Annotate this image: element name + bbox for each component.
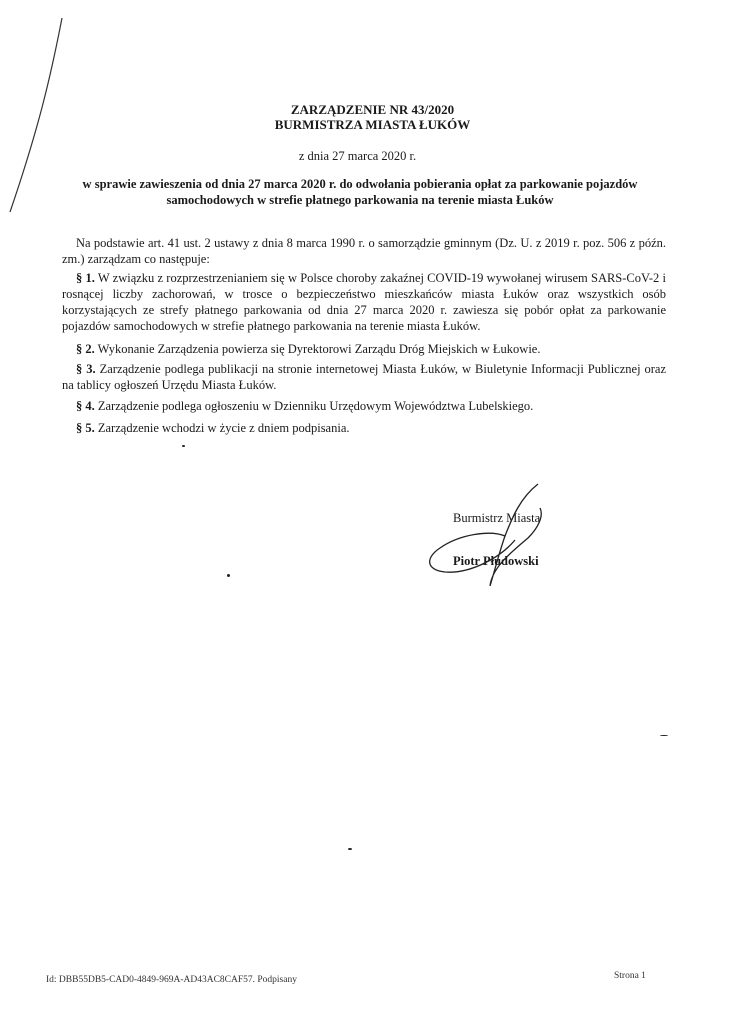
section-text: Zarządzenie wchodzi w życie z dniem podpisania. [97,421,350,435]
document-title: ZARZĄDZENIE NR 43/2020 [290,102,455,117]
section-text: Zarządzenie podlega publikacji na stronie internetowej Miasta Łuków, w Biuletynie Informacji Publicznej oraz na tablicy ogłoszeń Urzędu Miasta Łuków. [62,362,667,392]
preamble: Na podstawie art. 41 ust. 2 ustawy z dnia 8 marca 1990 r. o samorządzie gminnym (Dz. U. z 2019 r. poz. 506 z późn. zm.) zarządzam co następuje: [62,236,666,266]
section-text: Wykonanie Zarządzenia powierza się Dyrektorowi Zarządu Dróg Miejskich w Łukowie. [97,342,541,356]
section-text: Zarządzenie podlega ogłoszeniu w Dzienniku Urzędowym Województwa Lubelskiego. [97,399,534,413]
section-number: § 3. [76,362,96,376]
section-1 [62,270,666,334]
scan-speck [227,574,230,577]
section-number: § 2. [76,342,95,356]
document-subject: w sprawie zawieszenia od dnia 27 marca 2020 r. do odwołania pobierania opłat za parkowanie pojazdów samochodowych w strefie płatnego parkowania na terenie miasta Łuków [82,177,638,207]
page-number: Strona 1 [614,971,646,981]
handwritten-signature [420,478,560,593]
scan-speck [348,848,352,850]
section-text: W związku z rozprzestrzenianiem się w Polsce choroby zakaźnej COVID-19 wywołanej wirusem SARS-CoV-2 i rosnącej liczby zachorowań, w trosce o bezpieczeństwo mieszkańców miasta Łuków oraz wszystkich osób korzystających ze strefy płatnego parkowania od dnia 27 marca 2020 r. zawiesza się pobór opłat za parkowanie pojazdów samochodowych w strefie płatnego parkowania na terenie miasta Łuków. [62,271,666,333]
section-2 [62,341,666,357]
document-date: z dnia 27 marca 2020 r. [298,149,417,163]
section-number: § 5. [76,421,95,435]
section-3 [62,361,666,393]
scan-speck [660,735,668,736]
section-4 [62,398,666,414]
section-5 [62,420,666,436]
signatory-role: Burmistrz Miasta [453,511,541,525]
document-issuer: BURMISTRZA MIASTA ŁUKÓW [274,117,471,132]
section-number: § 1. [76,271,95,285]
section-number: § 4. [76,399,95,413]
scan-speck [182,445,185,447]
signatory-name: Piotr Płudowski [453,554,539,568]
document-id-footer: Id: DBB55DB5-CAD0-4849-969A-AD43AC8CAF57. Podpisany [46,975,297,985]
